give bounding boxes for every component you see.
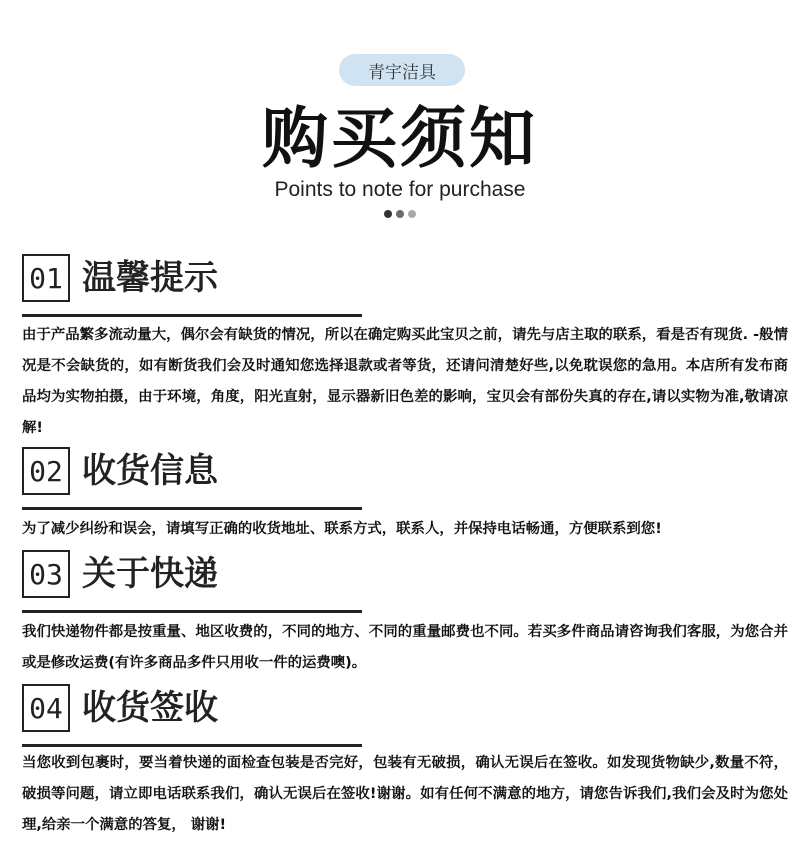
section-divider [22, 507, 362, 510]
section-divider [22, 610, 362, 613]
page-subtitle: Points to note for purchase [274, 178, 526, 201]
section-body-shipping: 我们快递物件都是按重量、地区收费的，不同的地方、不同的重量邮费也不同。若买多件商品请咨询我们客服，为您合并或是修改运费(有许多商品多件只用收一件的运费噢)。 [22, 624, 788, 671]
section-divider [22, 314, 362, 317]
section-title: 温馨提示 [82, 258, 218, 298]
section-body-tips: 由于产品繁多流动量大，偶尔会有缺货的情况，所以在确定购买此宝贝之前，请先与店主取的联系，看是否有现货. -般情况是不会缺货的，如有断货我们会及时通知您选择退款或者等货，还请问清楚好些,以免耽误您的急用。本店所有发布商品均为实物拍摄，由于环境，角度，阳光直射，显示器新旧色差的影响，宝贝会有部份失真的存在,请以实物为准,敬请凉解! [22, 327, 788, 436]
section-title: 关于快递 [82, 554, 218, 594]
section-body-receipt: 当您收到包裹时，要当着快递的面检查包装是否完好，包装有无破损，确认无误后在签收。如发现货物缺少,数量不符，破损等问题，请立即电话联系我们，确认无误后在签收!谢谢。如有任何不满意的地方，请您告诉我们,我们会及时为您处理,给亲一个满意的答复， 谢谢! [22, 755, 788, 833]
page-title: 购买须知 [262, 100, 538, 177]
section-title: 收货信息 [82, 451, 218, 491]
section-title: 收货签收 [82, 688, 218, 728]
section-body-delivery-info: 为了减少纠纷和误会，请填写正确的收货地址、联系方式，联系人，并保持电话畅通，方便联系到您! [22, 521, 662, 537]
brand-name: 青宇洁具 [368, 62, 436, 83]
decorative-dots [384, 210, 416, 218]
section-number: 03 [22, 550, 70, 598]
section-number: 01 [22, 254, 70, 302]
section-number: 02 [22, 447, 70, 495]
brand-badge [339, 54, 465, 86]
dot-1 [384, 210, 392, 218]
section-number: 04 [22, 684, 70, 732]
dot-2 [396, 210, 404, 218]
section-divider [22, 744, 362, 747]
dot-3 [408, 210, 416, 218]
